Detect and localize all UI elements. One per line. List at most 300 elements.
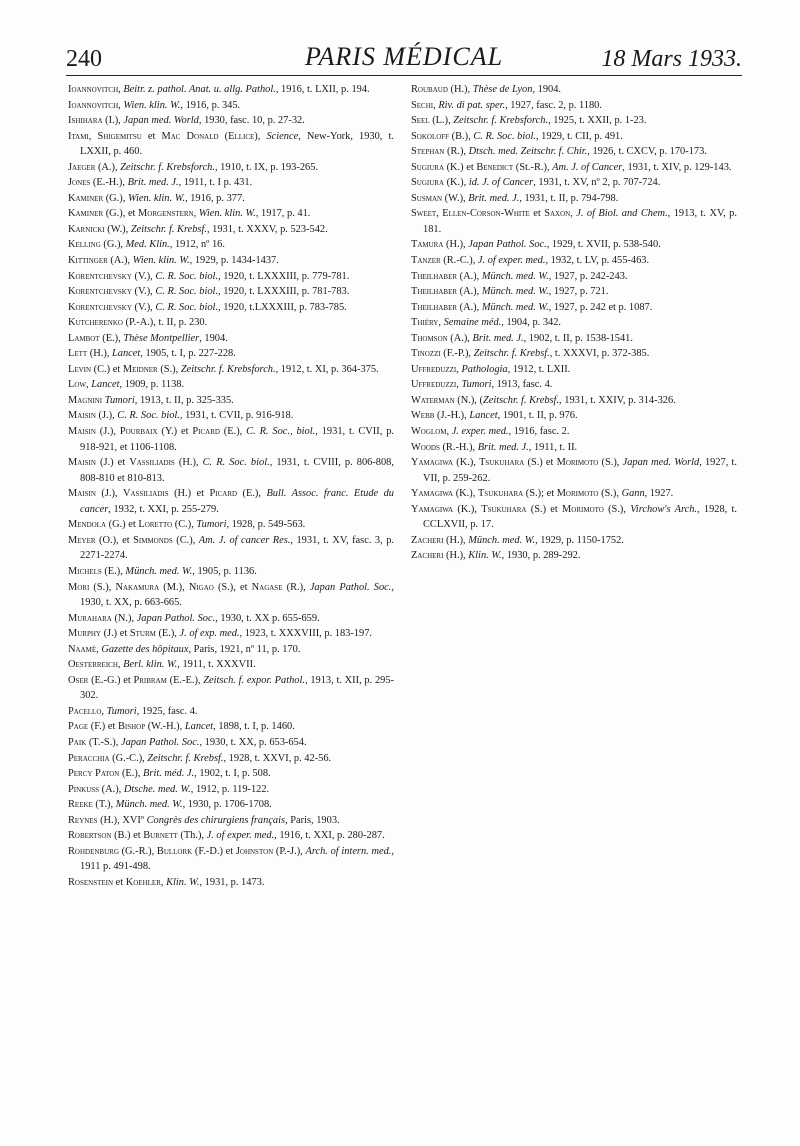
reference-entry xyxy=(411,408,737,424)
reference-author: Woods xyxy=(411,441,440,453)
reference-author: Waterman xyxy=(411,394,455,406)
reference-text: , 1917, p. 41. xyxy=(255,208,311,220)
reference-text: , 1929, t. CII, p. 491. xyxy=(535,130,623,142)
reference-text: , 1931, t. CVII, p. 916-918. xyxy=(179,410,294,422)
reference-text: , xyxy=(433,99,439,111)
reference-entry xyxy=(68,346,394,362)
reference-entry xyxy=(68,533,394,564)
reference-text: , 1920, t. LXXXIII, p. 779-781. xyxy=(218,270,350,282)
reference-author: Tsukuhara xyxy=(479,457,525,469)
reference-author: Maisin xyxy=(68,457,96,469)
reference-source: Zeitsch. f. expor. Pathol. xyxy=(203,674,305,686)
reference-text: , 1927, t. VII, p. 259-262. xyxy=(423,457,737,484)
reference-text: et xyxy=(113,876,126,888)
reference-entry xyxy=(68,673,394,704)
reference-text: , 1902, t. I, p. 508. xyxy=(194,768,271,780)
reference-text: (V.), xyxy=(131,270,156,282)
reference-entry xyxy=(68,828,394,844)
reference-text: , 1930, t. XX, p. 653-654. xyxy=(199,736,307,748)
reference-author: Sechi xyxy=(411,99,434,111)
reference-text: (R.-C.), xyxy=(440,255,478,267)
reference-text: , 1931, p. 1473. xyxy=(199,876,265,888)
reference-entry xyxy=(68,813,394,829)
reference-entry xyxy=(411,346,737,362)
reference-entry xyxy=(68,564,394,580)
reference-entry xyxy=(68,191,394,207)
reference-text: (J.), xyxy=(95,410,118,422)
reference-entry xyxy=(68,657,394,673)
reference-author: Kutcherenko xyxy=(68,317,123,329)
reference-text: , 1920, t. LXXXIII, p. 781-783. xyxy=(218,286,350,298)
reference-text: (Th.), xyxy=(177,830,207,842)
reference-text: (S.), xyxy=(157,363,181,375)
reference-text: (G.-C.), xyxy=(109,752,148,764)
reference-text: , xyxy=(257,130,267,142)
reference-source: Japan Pathol. Soc. xyxy=(309,581,392,593)
reference-text: , xyxy=(96,643,102,655)
reference-author: Maisin xyxy=(68,426,96,438)
reference-text: , 1927, p. 242-243. xyxy=(548,270,628,282)
reference-text: , xyxy=(117,659,124,671)
reference-source: Beitr. z. pathol. Anat. u. allg. Pathol. xyxy=(120,84,276,95)
reference-author: Bullork xyxy=(156,845,193,857)
reference-text: (S.), xyxy=(598,457,623,469)
reference-entry xyxy=(68,377,394,393)
reference-text: , 1931, t. XXIV, p. 314-326. xyxy=(559,394,676,406)
reference-author: Uffreduzzi xyxy=(411,363,457,375)
reference-source: Brit. med. J. xyxy=(477,441,529,453)
reference-source: J. exper. med. xyxy=(451,426,509,438)
reference-entry xyxy=(411,502,737,533)
reference-text: , 1916, t. XXI, p. 280-287. xyxy=(274,830,385,842)
reference-source: C. R. Soc. biol. xyxy=(117,410,180,422)
reference-source: Zeitschr. f. Krebsf. xyxy=(147,752,224,764)
reference-author: Kelling xyxy=(68,239,101,251)
reference-entry xyxy=(411,237,737,253)
reference-text: (H.), xyxy=(443,550,469,562)
reference-text: , 1912, nº 16. xyxy=(169,239,225,251)
reference-text: , xyxy=(456,379,462,391)
reference-text: , 1929, t. XVII, p. 538-540. xyxy=(546,239,661,251)
reference-text: , New-York, 1930, t. LXXII, p. 460. xyxy=(80,130,394,158)
reference-source: Lancet xyxy=(91,379,120,391)
reference-author: Reeke xyxy=(68,799,93,811)
reference-text: (G.), et xyxy=(103,208,139,220)
reference-text: (E.-G.) et xyxy=(88,674,134,686)
reference-text: , 1913, fasc. 4. xyxy=(491,379,553,391)
reference-text: , 1912, p. 119-122. xyxy=(190,783,270,795)
reference-entry xyxy=(68,766,394,782)
reference-entry xyxy=(68,237,394,253)
reference-author: Sturm xyxy=(129,628,156,640)
reference-text: , 1913, t. XV, p. 181. xyxy=(423,208,737,235)
reference-text: , 1911, t. XXXVII. xyxy=(177,659,256,671)
reference-text: , xyxy=(456,363,462,375)
reference-text: (Y.) et xyxy=(157,426,193,438)
reference-text: , 1904. xyxy=(199,332,228,344)
reference-text: , 1923, t. XXXVIII, p. 183-197. xyxy=(239,628,372,640)
reference-source: Zeitschr. f. Krebsforch. xyxy=(180,363,276,375)
reference-source: Japan Pathol. Soc. xyxy=(468,239,547,251)
reference-text: (V.), xyxy=(131,286,156,298)
reference-text: , 1930, t. XX p. 655-659. xyxy=(215,612,320,624)
reference-source: Klin. W. xyxy=(468,550,502,562)
reference-entry xyxy=(411,113,737,129)
reference-author: Uffreduzzi xyxy=(411,379,457,391)
reference-author: Zacheri xyxy=(411,534,444,546)
reference-author: Vassiliadis xyxy=(129,457,175,469)
reference-text: , 1927. xyxy=(644,488,674,500)
reference-text: , 1929, p. 1434-1437. xyxy=(189,255,279,267)
reference-author: Nagase xyxy=(251,581,283,593)
reference-text: (K.), xyxy=(453,457,480,469)
reference-author: Mac Donald (Ellice) xyxy=(161,130,258,142)
reference-author: Pribram xyxy=(133,674,167,686)
reference-source: Lancet xyxy=(469,410,498,422)
reference-author: Johnston xyxy=(235,845,274,857)
reference-text: , 1930, p. 1706-1708. xyxy=(182,799,272,811)
reference-source: Dtsch. med. Zeitschr. f. Chir. xyxy=(468,146,588,158)
reference-text: (L.), xyxy=(429,115,454,127)
reference-text: , 1913, t. XII, p. 295-302. xyxy=(80,674,394,702)
reference-text: (P.-A.), t. II, p. 230. xyxy=(122,317,208,329)
reference-author: Zacheri xyxy=(411,550,444,562)
reference-text: (A.), xyxy=(457,301,482,313)
reference-author: Picard xyxy=(209,488,238,500)
reference-text: , 1920, t.LXXXIII, p. 783-785. xyxy=(218,301,347,313)
reference-source: Wien. klin. W. xyxy=(198,208,256,220)
reference-text: (K.), xyxy=(444,177,469,189)
reference-entry xyxy=(411,455,737,486)
reference-text: , 1912, t. LXII. xyxy=(507,363,571,375)
reference-author: Korentchevsky xyxy=(68,301,132,313)
reference-source: Zeitschr. f. Krebsforch. xyxy=(120,161,215,173)
reference-text: (G.) et xyxy=(106,519,139,531)
reference-source: C. R. Soc., biol. xyxy=(246,426,316,438)
reference-entry xyxy=(68,129,394,160)
reference-text: (W.), xyxy=(442,192,469,204)
reference-text: , 1930, p. 289-292. xyxy=(501,550,581,562)
reference-text: (W.), xyxy=(104,223,131,235)
reference-author: Mendola xyxy=(68,519,107,531)
reference-entry xyxy=(68,704,394,720)
reference-author: Kaminer xyxy=(68,192,104,204)
reference-text: , 1902, t. II, p. 1538-1541. xyxy=(523,332,633,344)
reference-source: Med. Klin. xyxy=(125,239,170,251)
reference-entry xyxy=(411,377,737,393)
reference-entry xyxy=(68,875,394,891)
reference-text: (E.), xyxy=(101,565,126,577)
reference-text: , 1912, t. XI, p. 364-375. xyxy=(275,363,379,375)
reference-author: Koehler xyxy=(125,876,161,888)
reference-source: C. R. Soc. biol. xyxy=(155,286,219,298)
reference-author: Morgenstern xyxy=(138,208,194,220)
reference-text: (S.); et xyxy=(523,488,557,500)
reference-entry xyxy=(68,626,394,642)
reference-author: Seel xyxy=(411,115,430,127)
reference-entry xyxy=(68,580,394,611)
reference-author: Pinkuss xyxy=(68,783,100,795)
reference-text: , 1931, t. XV, nº 2, p. 707-724. xyxy=(533,177,661,189)
reference-source: Dtsche. med. W. xyxy=(123,783,191,795)
reference-text: , xyxy=(160,876,167,888)
reference-entry xyxy=(411,253,737,269)
reference-author: Picard xyxy=(192,426,220,438)
reference-text: , 1931, t. XXXV, p. 523-542. xyxy=(206,223,328,235)
reference-text: , 1931, t. CVIII, p. 806-808, 808-810 et 810-813. xyxy=(80,457,394,484)
reference-text: , 1927, p. 721. xyxy=(548,286,609,298)
reference-source: Gazette des hôpitaux xyxy=(101,643,189,655)
reference-source: Klin. W. xyxy=(166,876,200,888)
reference-text: , 1913, t. II, p. 325-335. xyxy=(134,394,234,406)
reference-author: Itami, Shigemitsu xyxy=(68,130,142,142)
reference-text: (H.), xyxy=(87,348,113,360)
reference-text: , 1930, fasc. 10, p. 27-32. xyxy=(198,115,305,127)
reference-author: Kaminer xyxy=(68,208,104,220)
reference-text: (A.), xyxy=(95,161,121,173)
reference-author: Bishop xyxy=(117,721,146,733)
reference-source: J. of exp. med. xyxy=(179,628,240,640)
reference-text: (S.), xyxy=(89,581,116,593)
reference-text: , xyxy=(101,705,107,717)
reference-author: Ioannovitch, xyxy=(68,84,121,95)
reference-text: , 1925, fasc. 4. xyxy=(136,705,198,717)
reference-author: Woglom xyxy=(411,426,447,438)
reference-text: , 1911, t. II. xyxy=(528,441,578,453)
reference-text: , xyxy=(86,379,92,391)
reference-text: (E.), xyxy=(119,768,144,780)
reference-text: , 1901, t. II, p. 976. xyxy=(497,410,578,422)
reference-source: id. J. of Cancer xyxy=(468,177,534,189)
reference-source: Japan Pathol. Soc. xyxy=(120,736,200,748)
reference-entry xyxy=(68,408,394,424)
reference-text: , 1931, t. II, p. 794-798. xyxy=(519,192,619,204)
reference-author: Roubaud xyxy=(411,84,448,95)
reference-text: (E.), xyxy=(237,488,267,500)
reference-text: (E.-H.), xyxy=(90,177,128,189)
reference-author: Yamagiwa xyxy=(411,457,454,469)
reference-author: Morimoto xyxy=(556,457,599,469)
reference-text: (A.), xyxy=(107,255,133,267)
reference-text: , 1904. xyxy=(532,84,562,95)
reference-text: (G.-R.), xyxy=(118,845,157,857)
reference-author: Oser xyxy=(68,674,89,686)
reference-source: Münch. med. W. xyxy=(125,565,193,577)
reference-entry xyxy=(68,782,394,798)
reference-text: , t. XXXVI, p. 372-385. xyxy=(549,348,650,360)
reference-entry xyxy=(411,331,737,347)
reference-text: (I.), xyxy=(102,115,124,127)
reference-entry xyxy=(68,98,394,114)
reference-text: , 1911, t. I p. 431. xyxy=(178,177,253,189)
reference-text: , 1916, t. LXII, p. 194. xyxy=(275,84,370,95)
reference-author: Percy Paton xyxy=(68,768,120,780)
reference-text: (F.-D.) et xyxy=(192,845,236,857)
reference-author: Low xyxy=(68,379,87,391)
reference-text: (V.), xyxy=(131,301,156,313)
reference-text: , 1926, t. CXCV, p. 170-173. xyxy=(587,146,707,158)
reference-text: (H.), xyxy=(443,534,469,546)
reference-entry xyxy=(411,82,737,98)
reference-author: Sugiura xyxy=(411,177,444,189)
reference-entry xyxy=(68,362,394,378)
reference-entry xyxy=(411,393,737,409)
reference-author: Tsukuhara xyxy=(477,488,524,500)
reference-entry xyxy=(411,175,737,191)
reference-author: Thiéry xyxy=(411,317,439,329)
reference-entry xyxy=(68,719,394,735)
reference-source: Lancet xyxy=(112,348,141,360)
journal-title: PARIS MÉDICAL xyxy=(304,42,504,71)
reference-author: Jaeger xyxy=(68,161,96,173)
reference-author: Stephan xyxy=(411,146,445,158)
reference-text: (K.) et xyxy=(444,161,477,173)
reference-text: (A.), xyxy=(99,783,124,795)
reference-source: Brit. méd. J. xyxy=(143,768,195,780)
reference-author: Lambot xyxy=(68,332,100,344)
reference-text: (E.), xyxy=(219,426,247,438)
reference-text: (R.), xyxy=(282,581,310,593)
reference-text: (C.) et xyxy=(91,363,123,375)
reference-author: Saxon xyxy=(544,208,571,220)
reference-text: , 1932, t. XXI, p. 255-279. xyxy=(108,503,219,515)
reference-source: Lancet xyxy=(184,721,214,733)
reference-author: Vassiliadis xyxy=(122,488,169,500)
reference-source: Bull. Assoc. franc. Etude du cancer xyxy=(80,488,394,515)
reference-author: Tanzer xyxy=(411,255,441,267)
reference-text: (H.), xyxy=(174,457,203,469)
reference-source: Tumori xyxy=(106,705,137,717)
reference-source: J. of exper. med. xyxy=(477,255,546,267)
reference-author: Magnini xyxy=(68,394,103,406)
reference-text: (S.), et xyxy=(213,581,252,593)
reference-author: Theilhaber xyxy=(411,270,458,282)
reference-source: Münch. med. W. xyxy=(481,286,549,298)
reference-source: C. R. Soc. biol. xyxy=(473,130,536,142)
reference-source: J. of exper. med. xyxy=(206,830,275,842)
reference-text: (K.), xyxy=(453,503,482,515)
reference-author: Susman xyxy=(411,192,443,204)
reference-text: (H.), xyxy=(443,239,469,251)
reference-source: Thèse Montpellier xyxy=(123,332,200,344)
reference-entry xyxy=(68,222,394,238)
reference-source: Semaine méd. xyxy=(443,317,502,329)
reference-author: Sokoloff xyxy=(411,130,450,142)
reference-entry xyxy=(68,517,394,533)
reference-text: , 1931, t. XV, fasc. 3, p. 2271-2274. xyxy=(80,534,394,562)
reference-source: Berl. klin. W. xyxy=(123,659,178,671)
reference-text: (R.-H.), xyxy=(439,441,478,453)
reference-author: Peracchia xyxy=(68,752,110,764)
reference-author: Burnett xyxy=(143,830,178,842)
reference-text: , 1928, t. CCLXVII, p. 17. xyxy=(423,503,737,531)
reference-author: Karnicki xyxy=(68,223,105,235)
reference-entry xyxy=(68,424,394,455)
header-rule xyxy=(66,75,742,76)
reference-text: , 1931, t. XIV, p. 129-143. xyxy=(622,161,732,173)
reference-source: Münch. med. W. xyxy=(481,270,549,282)
reference-text: , 1931, t. CVII, p. 918-921, et 1106-1108. xyxy=(80,426,394,453)
reference-text: (E.), xyxy=(99,332,124,344)
reference-author: Pacello xyxy=(68,705,102,717)
reference-entry xyxy=(411,269,737,285)
reference-author: Nigao xyxy=(188,581,214,593)
reference-source: Münch. med. W. xyxy=(468,534,536,546)
reference-entry xyxy=(68,642,394,658)
reference-author: Morimoto xyxy=(562,503,604,515)
reference-author: Yamagiwa xyxy=(411,503,454,515)
reference-text: (A.), xyxy=(457,270,482,282)
reference-text: (P.-J.), xyxy=(273,845,306,857)
reference-entry xyxy=(411,160,737,176)
reference-text: (H.), XVIº xyxy=(97,814,147,826)
reference-author: Rohdenburg xyxy=(68,845,119,857)
reference-author: Sugiura xyxy=(411,161,444,173)
reference-text: (T.-S.), xyxy=(86,736,121,748)
bibliography-column-right xyxy=(411,82,737,564)
reference-author: Kittinger xyxy=(68,255,108,267)
reference-entry xyxy=(68,486,394,517)
reference-author: Nakamura xyxy=(115,581,160,593)
reference-text: , 1927, fasc. 2, p. 1180. xyxy=(505,99,602,111)
reference-author: Korentchevsky xyxy=(68,270,132,282)
reference-text: , 1911 p. 491-498. xyxy=(80,845,394,873)
reference-entry xyxy=(411,284,737,300)
bibliography-column-left xyxy=(68,82,394,890)
reference-text: (N.), ( xyxy=(454,394,483,406)
reference-entry xyxy=(68,175,394,191)
reference-text: (S.), xyxy=(603,503,631,515)
reference-author: Mori xyxy=(68,581,90,593)
reference-text: (B.), xyxy=(449,130,474,142)
reference-source: Congrès des chirurgiens français xyxy=(146,814,286,826)
reference-author: Page xyxy=(68,721,89,733)
reference-author: Murphy xyxy=(68,628,101,640)
page-number: 240 xyxy=(66,46,102,72)
reference-text: (J.) et xyxy=(100,628,130,640)
reference-text: , 1910, t. IX, p. 193-265. xyxy=(214,161,319,173)
reference-author: Ishihara xyxy=(68,115,103,127)
reference-author: Theilhaber xyxy=(411,286,458,298)
reference-source: Zeitschr. f. Krebsf. xyxy=(473,348,550,360)
reference-entry xyxy=(411,144,737,160)
reference-source: Japan med. World xyxy=(622,457,700,469)
reference-source: C. R. Soc. biol. xyxy=(155,301,219,313)
reference-text: (G.), xyxy=(100,239,126,251)
reference-source: Gann xyxy=(621,488,645,500)
reference-author: Simmonds xyxy=(133,534,173,546)
reference-text: , 1930, t. XX, p. 663-665. xyxy=(80,581,394,609)
page-header xyxy=(66,40,742,76)
reference-source: Wien. klin. W. xyxy=(127,192,185,204)
reference-source: Virchow's Arch. xyxy=(630,503,698,515)
reference-source: Brit. med. J. xyxy=(127,177,179,189)
reference-text: , 1905, t. I, p. 227-228. xyxy=(140,348,236,360)
reference-entry xyxy=(68,611,394,627)
reference-source: Am. J. of Cancer xyxy=(552,161,623,173)
reference-text: , xyxy=(446,426,452,438)
reference-author: Ioannovitch, xyxy=(68,99,121,111)
reference-entry xyxy=(411,362,737,378)
reference-text: , xyxy=(570,208,577,220)
reference-text: , 1932, t. LV, p. 455-463. xyxy=(545,255,650,267)
reference-entry xyxy=(68,315,394,331)
reference-text: (H.), xyxy=(447,84,473,95)
reference-entry xyxy=(68,393,394,409)
reference-entry xyxy=(411,300,737,316)
reference-text: , 1925, t. XXII, p. 1-23. xyxy=(548,115,647,127)
reference-entry xyxy=(68,269,394,285)
